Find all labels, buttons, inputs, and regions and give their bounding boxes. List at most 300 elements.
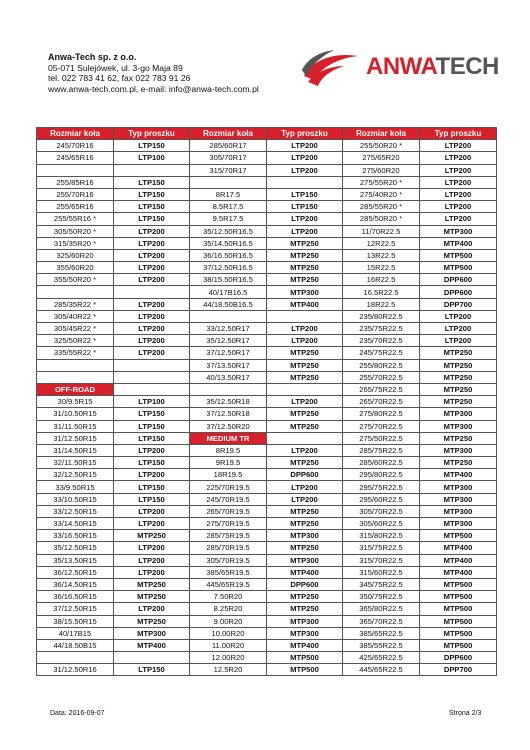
wheel-size-cell: 35/12.50R15 bbox=[37, 542, 114, 554]
powder-type-cell: MTP250 bbox=[267, 420, 343, 432]
table-row bbox=[37, 652, 497, 664]
wheel-size-cell: 315/80R22.5 bbox=[343, 530, 420, 542]
wheel-size-cell: 10.00R20 bbox=[190, 627, 267, 639]
table-row bbox=[37, 359, 497, 371]
wheel-size-cell: 275/55R20 * bbox=[343, 176, 420, 188]
powder-type-cell: LTP200 bbox=[114, 225, 190, 237]
table-row bbox=[37, 578, 497, 590]
powder-type-cell: LTP200 bbox=[420, 201, 497, 213]
powder-type-cell: MTP250 bbox=[420, 371, 497, 383]
wheel-size-cell: 37/12.50R16.5 bbox=[190, 262, 267, 274]
table-row bbox=[37, 274, 497, 286]
table-row bbox=[37, 481, 497, 493]
header-wheel-size-1: Rozmiar koła bbox=[37, 128, 114, 140]
wheel-size-cell: 305/70R17 bbox=[190, 152, 267, 164]
wheel-size-cell: 44/18.50B15 bbox=[37, 639, 114, 651]
powder-type-cell: LTP150 bbox=[114, 176, 190, 188]
powder-type-cell: MTP400 bbox=[267, 639, 343, 651]
wheel-size-cell: 255/85R16 bbox=[37, 176, 114, 188]
wheel-size-cell: 445/65R22.5 bbox=[343, 664, 420, 676]
table-row bbox=[37, 420, 497, 432]
powder-type-cell: LTP200 bbox=[267, 335, 343, 347]
powder-type-cell: DPP700 bbox=[420, 664, 497, 676]
table-row bbox=[37, 371, 497, 383]
wheel-size-cell: 31/12.50R15 bbox=[37, 432, 114, 444]
powder-type-cell: MTP300 bbox=[420, 408, 497, 420]
powder-type-cell: MTP300 bbox=[420, 444, 497, 456]
table-row bbox=[37, 249, 497, 261]
wheel-size-cell: 255/70R22.5 bbox=[343, 371, 420, 383]
powder-type-cell: MTP250 bbox=[267, 408, 343, 420]
powder-type-cell: LTP200 bbox=[267, 213, 343, 225]
powder-type-cell: LTP200 bbox=[420, 213, 497, 225]
powder-type-cell: MTP300 bbox=[267, 286, 343, 298]
powder-type-cell: MTP300 bbox=[420, 225, 497, 237]
powder-type-cell: LTP200 bbox=[114, 310, 190, 322]
header-powder-type-1: Typ proszku bbox=[114, 128, 190, 140]
wheel-size-cell: 33/12.50R15 bbox=[37, 505, 114, 517]
powder-type-cell bbox=[114, 286, 190, 298]
logo-emblem-icon bbox=[300, 46, 362, 90]
wheel-size-cell: 255/65R16 bbox=[37, 201, 114, 213]
powder-type-cell: MTP250 bbox=[420, 359, 497, 371]
table-row bbox=[37, 176, 497, 188]
wheel-size-cell: 315/35R20 * bbox=[37, 237, 114, 249]
powder-type-cell: MTP250 bbox=[420, 347, 497, 359]
table-row bbox=[37, 432, 497, 444]
powder-type-cell: LTP200 bbox=[267, 140, 343, 152]
wheel-size-cell: 295/75R22.5 bbox=[343, 481, 420, 493]
powder-type-cell: MTP400 bbox=[420, 542, 497, 554]
footer-page-number: Strona 2/3 bbox=[449, 710, 482, 717]
logo-wordmark bbox=[366, 52, 499, 82]
wheel-size-cell: 33/16.50R15 bbox=[37, 530, 114, 542]
powder-type-cell: MTP300 bbox=[420, 481, 497, 493]
table-row bbox=[37, 225, 497, 237]
powder-type-cell: LTP200 bbox=[114, 603, 190, 615]
wheel-size-cell: 37/13.50R17 bbox=[190, 359, 267, 371]
powder-type-cell: LTP150 bbox=[267, 201, 343, 213]
powder-type-cell: MTP300 bbox=[420, 420, 497, 432]
wheel-size-cell: 8R17.5 bbox=[190, 188, 267, 200]
wheel-size-cell: 9.5R17.5 bbox=[190, 213, 267, 225]
wheel-size-cell: 285/60R17 bbox=[190, 140, 267, 152]
header-wheel-size-2: Rozmiar koła bbox=[190, 128, 267, 140]
footer-date: Data: 2016-09-07 bbox=[50, 710, 105, 717]
table-row bbox=[37, 396, 497, 408]
powder-type-cell: MTP250 bbox=[267, 371, 343, 383]
anwa-tech-logo bbox=[300, 46, 499, 90]
powder-type-cell: LTP200 bbox=[420, 164, 497, 176]
company-info bbox=[48, 52, 259, 94]
table-row bbox=[37, 237, 497, 249]
powder-type-cell: MTP250 bbox=[267, 237, 343, 249]
wheel-size-cell bbox=[190, 383, 267, 395]
wheel-size-cell: 35/13.50R15 bbox=[37, 554, 114, 566]
wheel-size-cell: 285/50R20 * bbox=[343, 213, 420, 225]
table-row bbox=[37, 664, 497, 676]
wheel-size-cell: 275/80R22.5 bbox=[343, 408, 420, 420]
powder-type-cell: MTP400 bbox=[420, 237, 497, 249]
powder-type-cell: MTP250 bbox=[267, 347, 343, 359]
wheel-size-cell: 18R22.5 bbox=[343, 298, 420, 310]
table-row bbox=[37, 457, 497, 469]
wheel-size-cell: 31/10.50R15 bbox=[37, 408, 114, 420]
wheel-size-cell: 305/45R22 * bbox=[37, 323, 114, 335]
powder-type-cell: LTP200 bbox=[114, 249, 190, 261]
powder-type-cell: LTP150 bbox=[114, 420, 190, 432]
table-row bbox=[37, 554, 497, 566]
wheel-size-cell: 285/60R22.5 bbox=[343, 457, 420, 469]
wheel-size-cell: 275/70R19.5 bbox=[190, 518, 267, 530]
powder-type-cell: MTP300 bbox=[267, 530, 343, 542]
powder-type-cell: MTP250 bbox=[267, 518, 343, 530]
table-row bbox=[37, 615, 497, 627]
wheel-size-cell: 305/40R22 * bbox=[37, 310, 114, 322]
powder-type-cell: MTP300 bbox=[420, 518, 497, 530]
wheel-size-cell: 355/50R20 * bbox=[37, 274, 114, 286]
wheel-size-cell: 305/50R20 * bbox=[37, 225, 114, 237]
wheel-size-cell: 245/75R22.5 bbox=[343, 347, 420, 359]
wheel-size-cell: 12.5R20 bbox=[190, 664, 267, 676]
wheel-size-cell: 255/70R16 bbox=[37, 188, 114, 200]
table-row bbox=[37, 408, 497, 420]
wheel-size-cell: 245/70R16 bbox=[37, 140, 114, 152]
powder-type-cell: DPP700 bbox=[420, 298, 497, 310]
logo-text-tech: TECH bbox=[435, 53, 499, 80]
powder-type-cell: LTP200 bbox=[114, 298, 190, 310]
wheel-size-cell: 36/14.50R15 bbox=[37, 578, 114, 590]
company-address: 05-071 Sulejówek, ul. 3-go Maja 89 bbox=[48, 62, 183, 73]
wheel-size-cell: 385/65R22.5 bbox=[343, 627, 420, 639]
powder-type-cell: MTP250 bbox=[114, 591, 190, 603]
powder-type-cell: MTP300 bbox=[267, 615, 343, 627]
table-row bbox=[37, 493, 497, 505]
powder-type-cell: LTP200 bbox=[114, 347, 190, 359]
table-row bbox=[37, 530, 497, 542]
powder-type-cell: MTP250 bbox=[420, 396, 497, 408]
wheel-size-cell bbox=[190, 310, 267, 322]
powder-type-cell: MTP400 bbox=[420, 566, 497, 578]
wheel-size-cell: 32/12.50R15 bbox=[37, 469, 114, 481]
wheel-size-cell: 365/80R22.5 bbox=[343, 603, 420, 615]
powder-type-cell: DPP600 bbox=[420, 274, 497, 286]
section-label: OFF-ROAD bbox=[37, 383, 114, 395]
wheel-size-cell: 275/70R22.5 bbox=[343, 420, 420, 432]
wheel-size-cell: 7.50R20 bbox=[190, 591, 267, 603]
powder-type-cell bbox=[114, 383, 190, 395]
powder-type-cell: LTP200 bbox=[114, 505, 190, 517]
wheel-size-cell: 325/60R20 bbox=[37, 249, 114, 261]
powder-type-cell: LTP200 bbox=[114, 469, 190, 481]
powder-type-cell: MTP250 bbox=[114, 530, 190, 542]
table-row bbox=[37, 140, 497, 152]
powder-type-cell: LTP150 bbox=[114, 457, 190, 469]
wheel-size-cell: 325/50R22 * bbox=[37, 335, 114, 347]
powder-type-cell: MTP250 bbox=[114, 615, 190, 627]
powder-type-cell: MTP400 bbox=[267, 298, 343, 310]
powder-type-cell: LTP200 bbox=[114, 554, 190, 566]
wheel-size-cell: 245/70R19.5 bbox=[190, 493, 267, 505]
powder-type-cell: LTP200 bbox=[267, 493, 343, 505]
wheel-size-cell: 8.25R20 bbox=[190, 603, 267, 615]
wheel-size-cell: 315/75R22.5 bbox=[343, 542, 420, 554]
powder-type-cell: LTP200 bbox=[267, 481, 343, 493]
powder-type-cell: MTP500 bbox=[420, 591, 497, 603]
powder-type-cell: LTP150 bbox=[114, 140, 190, 152]
wheel-size-cell: 44/18.50B16.5 bbox=[190, 298, 267, 310]
powder-type-cell: LTP200 bbox=[114, 335, 190, 347]
table-row bbox=[37, 444, 497, 456]
powder-type-cell: MTP250 bbox=[420, 457, 497, 469]
wheel-size-cell: 255/80R22.5 bbox=[343, 359, 420, 371]
powder-type-cell: LTP200 bbox=[114, 323, 190, 335]
wheel-size-cell: 285/70R19.5 bbox=[190, 542, 267, 554]
wheel-size-cell bbox=[190, 176, 267, 188]
wheel-size-cell bbox=[37, 371, 114, 383]
table-row bbox=[37, 639, 497, 651]
wheel-size-cell: 37/12.50R17 bbox=[190, 347, 267, 359]
wheel-size-cell: 11/70R22.5 bbox=[343, 225, 420, 237]
powder-type-cell: MTP250 bbox=[267, 457, 343, 469]
wheel-size-cell: 235/75R22.5 bbox=[343, 323, 420, 335]
table-row bbox=[37, 323, 497, 335]
powder-type-cell: LTP200 bbox=[114, 262, 190, 274]
wheel-size-cell bbox=[37, 164, 114, 176]
wheel-size-cell: 32/11.50R15 bbox=[37, 457, 114, 469]
wheel-size-cell: 315/70R17 bbox=[190, 164, 267, 176]
logo-text-anwa: ANWA bbox=[366, 53, 436, 80]
powder-type-cell: LTP200 bbox=[114, 542, 190, 554]
powder-type-cell: LTP200 bbox=[420, 323, 497, 335]
powder-type-cell: LTP200 bbox=[420, 310, 497, 322]
wheel-size-cell: 40/17B16.5 bbox=[190, 286, 267, 298]
wheel-size-cell: 275/60R20 bbox=[343, 164, 420, 176]
table-row bbox=[37, 347, 497, 359]
powder-type-cell: MTP500 bbox=[420, 627, 497, 639]
table-row bbox=[37, 518, 497, 530]
powder-type-cell: MTP250 bbox=[267, 542, 343, 554]
powder-type-cell: MTP250 bbox=[267, 262, 343, 274]
wheel-size-cell: 225/70R19.5 bbox=[190, 481, 267, 493]
powder-type-cell: MTP500 bbox=[420, 615, 497, 627]
header-powder-type-2: Typ proszku bbox=[267, 128, 343, 140]
wheel-size-cell: 445/65R19.5 bbox=[190, 578, 267, 590]
wheel-size-cell: 9.00R20 bbox=[190, 615, 267, 627]
wheel-size-cell: 36/16.50R15 bbox=[37, 591, 114, 603]
table-header-row bbox=[37, 128, 497, 140]
powder-type-cell bbox=[267, 383, 343, 395]
powder-type-cell: MTP500 bbox=[267, 664, 343, 676]
table-row bbox=[37, 542, 497, 554]
powder-type-cell: MTP250 bbox=[267, 274, 343, 286]
wheel-size-cell: 36/16.50R16.5 bbox=[190, 249, 267, 261]
powder-type-cell: DPP600 bbox=[420, 652, 497, 664]
wheel-size-cell: 33/12.50R17 bbox=[190, 323, 267, 335]
wheel-size-cell: 33/9.50R15 bbox=[37, 481, 114, 493]
powder-type-cell: LTP200 bbox=[420, 188, 497, 200]
wheel-size-cell: 36/12.50R15 bbox=[37, 566, 114, 578]
powder-type-cell: LTP200 bbox=[267, 323, 343, 335]
wheel-size-cell: 285/35R22 * bbox=[37, 298, 114, 310]
wheel-size-cell: 8R19.5 bbox=[190, 444, 267, 456]
company-web: www.anwa-tech.com.pl, e-mail: info@anwa-tech.com.pl bbox=[48, 83, 259, 94]
wheel-size-cell: 305/70R22.5 bbox=[343, 505, 420, 517]
wheel-size-cell: 11.00R20 bbox=[190, 639, 267, 651]
powder-type-cell: LTP150 bbox=[267, 188, 343, 200]
wheel-size-cell: 35/12.50R18 bbox=[190, 396, 267, 408]
powder-type-cell bbox=[267, 432, 343, 444]
powder-type-cell: LTP150 bbox=[114, 432, 190, 444]
wheel-size-cell: 40/17B15 bbox=[37, 627, 114, 639]
powder-type-cell: MTP500 bbox=[420, 249, 497, 261]
wheel-size-cell: 13R22.5 bbox=[343, 249, 420, 261]
wheel-size-cell: 16.5R22.5 bbox=[343, 286, 420, 298]
table-body bbox=[37, 140, 497, 676]
wheel-size-cell: 235/70R22.5 bbox=[343, 335, 420, 347]
wheel-size-cell: 31/11.50R15 bbox=[37, 420, 114, 432]
powder-type-cell bbox=[114, 359, 190, 371]
powder-type-cell: MTP300 bbox=[267, 554, 343, 566]
powder-type-cell: LTP150 bbox=[114, 493, 190, 505]
wheel-size-cell: 8.5R17.5 bbox=[190, 201, 267, 213]
powder-type-cell: LTP200 bbox=[420, 140, 497, 152]
wheel-size-cell: 235/80R22.5 bbox=[343, 310, 420, 322]
table-row bbox=[37, 286, 497, 298]
wheel-size-cell: 295/80R22.5 bbox=[343, 469, 420, 481]
table-row bbox=[37, 201, 497, 213]
powder-type-cell: LTP100 bbox=[114, 152, 190, 164]
table-row bbox=[37, 164, 497, 176]
powder-type-cell: LTP150 bbox=[114, 664, 190, 676]
wheel-size-cell: 305/60R22.5 bbox=[343, 518, 420, 530]
powder-type-cell: LTP200 bbox=[267, 164, 343, 176]
powder-type-cell: DPP600 bbox=[420, 286, 497, 298]
powder-type-cell: LTP200 bbox=[267, 444, 343, 456]
powder-type-cell: LTP200 bbox=[420, 152, 497, 164]
powder-type-cell: MTP250 bbox=[267, 591, 343, 603]
powder-type-cell: MTP250 bbox=[267, 249, 343, 261]
powder-type-cell bbox=[114, 164, 190, 176]
powder-type-cell: MTP250 bbox=[114, 578, 190, 590]
table-row bbox=[37, 505, 497, 517]
wheel-size-cell: 285/55R20 * bbox=[343, 201, 420, 213]
table-row bbox=[37, 591, 497, 603]
powder-type-cell: LTP100 bbox=[114, 396, 190, 408]
wheel-size-cell bbox=[37, 652, 114, 664]
table-row bbox=[37, 383, 497, 395]
powder-type-cell: LTP200 bbox=[114, 444, 190, 456]
powder-type-cell: LTP200 bbox=[114, 566, 190, 578]
powder-type-cell: LTP200 bbox=[114, 518, 190, 530]
table-row bbox=[37, 310, 497, 322]
powder-type-cell: DPP600 bbox=[267, 578, 343, 590]
wheel-size-cell: 265/70R22.5 bbox=[343, 396, 420, 408]
powder-type-cell: MTP400 bbox=[267, 566, 343, 578]
table-row bbox=[37, 298, 497, 310]
powder-type-cell: LTP200 bbox=[420, 335, 497, 347]
wheel-size-cell: 285/75R19.5 bbox=[190, 530, 267, 542]
wheel-size-cell: 265/70R19.5 bbox=[190, 505, 267, 517]
powder-type-cell: MTP250 bbox=[267, 359, 343, 371]
wheel-size-cell: 31/12.50R16 bbox=[37, 664, 114, 676]
table-row bbox=[37, 262, 497, 274]
header-wheel-size-3: Rozmiar koła bbox=[343, 128, 420, 140]
wheel-size-cell: 38/15.50R15 bbox=[37, 615, 114, 627]
wheel-size-cell: 345/75R22.5 bbox=[343, 578, 420, 590]
powder-type-cell: MTP300 bbox=[114, 627, 190, 639]
wheel-size-cell: 425/65R22.5 bbox=[343, 652, 420, 664]
wheel-size-cell: 15R22.5 bbox=[343, 262, 420, 274]
powder-type-cell: MTP300 bbox=[267, 627, 343, 639]
table-row bbox=[37, 566, 497, 578]
table-row bbox=[37, 152, 497, 164]
powder-type-cell: MTP500 bbox=[420, 530, 497, 542]
wheel-size-cell: 30/9.5R15 bbox=[37, 396, 114, 408]
company-phone: tel. 022 783 41 62, fax 022 783 91 26 bbox=[48, 73, 191, 84]
wheel-size-cell: 275/50R22.5 bbox=[343, 432, 420, 444]
powder-type-cell: MTP250 bbox=[420, 383, 497, 395]
wheel-size-cell: 245/65R16 bbox=[37, 152, 114, 164]
header-powder-type-3: Typ proszku bbox=[420, 128, 497, 140]
wheel-size-cell bbox=[37, 359, 114, 371]
powder-type-cell: LTP150 bbox=[114, 201, 190, 213]
powder-type-cell bbox=[267, 310, 343, 322]
powder-type-cell: MTP500 bbox=[420, 578, 497, 590]
powder-type-cell: MTP250 bbox=[267, 505, 343, 517]
powder-type-cell: MTP250 bbox=[267, 603, 343, 615]
powder-type-cell: MTP500 bbox=[420, 262, 497, 274]
powder-type-cell: LTP200 bbox=[267, 225, 343, 237]
powder-type-cell: MTP250 bbox=[420, 432, 497, 444]
powder-type-cell: LTP200 bbox=[267, 396, 343, 408]
wheel-size-cell: 37/12.50R15 bbox=[37, 603, 114, 615]
wheel-size-cell: 275/40R20 * bbox=[343, 188, 420, 200]
wheel-size-cell: 12R22.5 bbox=[343, 237, 420, 249]
wheel-size-cell: 315/70R22.5 bbox=[343, 554, 420, 566]
powder-type-cell: MTP400 bbox=[114, 639, 190, 651]
powder-type-cell: LTP150 bbox=[114, 188, 190, 200]
wheel-size-cell: 40/13.50R17 bbox=[190, 371, 267, 383]
powder-type-cell: DPP600 bbox=[267, 469, 343, 481]
powder-type-cell: LTP200 bbox=[114, 274, 190, 286]
wheel-size-cell: 33/14.50R15 bbox=[37, 518, 114, 530]
powder-type-cell: LTP200 bbox=[114, 237, 190, 249]
powder-type-cell: MTP500 bbox=[420, 639, 497, 651]
wheel-size-cell: 38/15.50R16.5 bbox=[190, 274, 267, 286]
wheel-size-cell: 255/55R16 * bbox=[37, 213, 114, 225]
powder-type-cell bbox=[267, 176, 343, 188]
wheel-size-cell: 335/55R22 * bbox=[37, 347, 114, 359]
powder-type-cell: MTP300 bbox=[420, 493, 497, 505]
table-row bbox=[37, 603, 497, 615]
wheel-size-cell: 305/70R19.5 bbox=[190, 554, 267, 566]
section-label: MEDIUM TR bbox=[190, 432, 267, 444]
wheel-size-cell: 12.00R20 bbox=[190, 652, 267, 664]
wheel-size-cell: 31/14.50R15 bbox=[37, 444, 114, 456]
wheel-size-cell: 355/60R20 bbox=[37, 262, 114, 274]
wheel-size-cell: 385/55R22.5 bbox=[343, 639, 420, 651]
wheel-size-cell: 35/12.50R17 bbox=[190, 335, 267, 347]
wheel-size-cell: 315/60R22.5 bbox=[343, 566, 420, 578]
table-row bbox=[37, 188, 497, 200]
powder-type-cell: MTP400 bbox=[420, 554, 497, 566]
wheel-size-cell: 265/75R22.5 bbox=[343, 383, 420, 395]
wheel-size-cell: 365/70R22.5 bbox=[343, 615, 420, 627]
powder-type-cell: LTP150 bbox=[114, 213, 190, 225]
wheel-size-cell: 18R19.5 bbox=[190, 469, 267, 481]
wheel-size-cell: 37/12.50R20 bbox=[190, 420, 267, 432]
